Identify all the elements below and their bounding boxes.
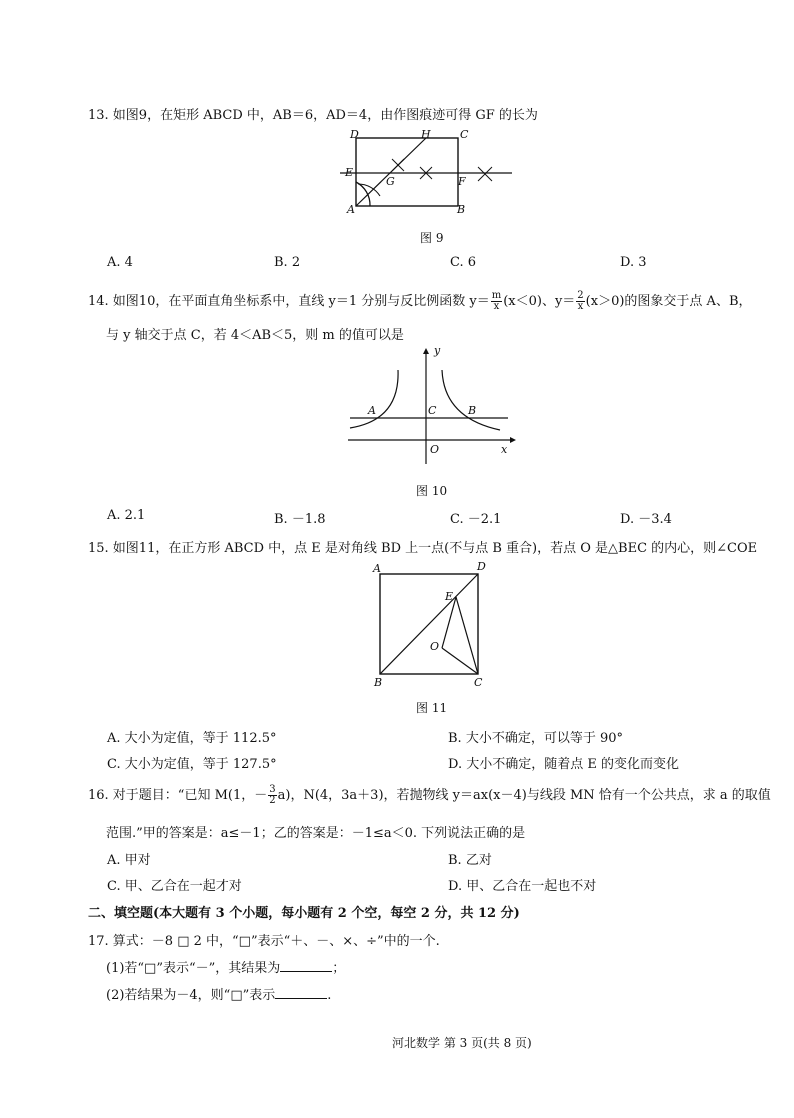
q15-option-c: C. 大小为定值，等于 127.5° <box>107 757 277 772</box>
q14-option-a: A. 2.1 <box>107 508 146 523</box>
fig10-caption: 图 10 <box>416 484 448 498</box>
q17-sub1-text: (1)若“□”表示“－”，其结果为 <box>106 961 281 976</box>
figure-9 <box>340 126 520 226</box>
q16-option-b: B. 乙对 <box>448 853 492 868</box>
q15-option-b: B. 大小不确定，可以等于 90° <box>448 731 623 746</box>
q16-stem-line2: 范围.”甲的答案是：a≤－1；乙的答案是：－1≤a＜0. 下列说法正确的是 <box>106 826 526 841</box>
fig10-label-a: A <box>368 404 376 417</box>
fig10-label-y: y <box>434 344 441 357</box>
fig10-label-x: x <box>501 443 508 456</box>
fig11-label-c: C <box>474 676 483 689</box>
q16-text-part2: a)，N(4，3a＋3)，若抛物线 y＝ax(x－4)与线段 MN 恰有一个公共点，求 a 的取值 <box>277 788 771 803</box>
fig11-label-a: A <box>373 562 381 575</box>
q16-option-d: D. 甲、乙合在一起也不对 <box>448 879 597 894</box>
q14-option-b: B. －1.8 <box>274 512 326 527</box>
q15-stem: 15. 如图11，在正方形 ABCD 中，点 E 是对角线 BD 上一点(不与点 B 重合)，若点 O 是△BEC 的内心，则∠COE <box>88 541 758 556</box>
q14-stem-line1 <box>88 290 752 312</box>
q14-fraction-2-over-x <box>576 291 584 312</box>
q13-option-c: C. 6 <box>450 255 477 270</box>
q14-text-part2: (x＜0)、y＝ <box>503 294 576 309</box>
fig9-label-g: G <box>386 175 395 188</box>
q16-fraction-3-over-2 <box>268 785 276 806</box>
q14-frac1-den: x <box>493 301 500 312</box>
q16-frac-num: 3 <box>269 784 276 795</box>
fig9-label-a: A <box>347 203 355 216</box>
q13-option-b: B. 2 <box>274 255 301 270</box>
fig9-label-h: H <box>421 128 431 141</box>
q17-sub1 <box>106 957 345 976</box>
fig9-caption: 图 9 <box>420 231 444 245</box>
fig9-label-e: E <box>345 166 354 179</box>
fig11-label-e: E <box>445 590 454 603</box>
fig11-label-o: O <box>430 640 440 653</box>
fig10-label-b: B <box>468 404 477 417</box>
q16-option-c: C. 甲、乙合在一起才对 <box>107 879 242 894</box>
q13-stem: 13. 如图9，在矩形 ABCD 中，AB＝6，AD＝4，由作图痕迹可得 GF 的长为 <box>88 108 538 123</box>
q15-option-a: A. 大小为定值，等于 112.5° <box>107 731 277 746</box>
fig9-label-d: D <box>350 128 359 141</box>
q16-option-a: A. 甲对 <box>107 853 151 868</box>
q14-fraction-m-over-x <box>491 291 502 312</box>
page-footer: 河北数学 第 3 页(共 8 页) <box>392 1036 532 1050</box>
fig11-caption: 图 11 <box>416 701 448 715</box>
q14-frac2-den: x <box>577 301 584 312</box>
q13-option-d: D. 3 <box>620 255 647 270</box>
figure-11 <box>380 564 480 676</box>
q15-option-d: D. 大小不确定，随着点 E 的变化而变化 <box>448 757 679 772</box>
fig10-label-o: O <box>430 443 440 456</box>
q13-option-a: A. 4 <box>107 255 133 270</box>
q14-stem-line2: 与 y 轴交于点 C，若 4＜AB＜5，则 m 的值可以是 <box>106 328 404 343</box>
q14-option-d: D. －3.4 <box>620 512 672 527</box>
fig11-label-d: D <box>477 560 486 573</box>
q17-sub2-answer-blank[interactable] <box>275 986 327 999</box>
q16-frac-den: 2 <box>269 795 276 806</box>
q17-sub1-answer-blank[interactable] <box>280 959 332 972</box>
fig9-label-f: F <box>458 175 466 188</box>
fig9-label-c: C <box>460 128 469 141</box>
fig9-label-b: B <box>457 203 466 216</box>
q14-text-part3: (x＞0)的图象交于点 A、B， <box>585 294 752 309</box>
q14-frac1-num: m <box>491 290 502 301</box>
q16-text-part1: 16. 对于题目：“已知 M(1，－ <box>88 788 268 803</box>
section-2-title: 二、填空题(本大题有 3 个小题，每小题有 2 个空，每空 2 分，共 12 分) <box>88 906 520 921</box>
q17-stem: 17. 算式：－8 □ 2 中，“□”表示“＋、－、×、÷”中的一个. <box>88 934 440 949</box>
q17-sub2-text: (2)若结果为－4，则“□”表示 <box>106 988 276 1003</box>
q14-option-c: C. －2.1 <box>450 512 502 527</box>
fig11-label-b: B <box>374 676 383 689</box>
fig10-label-c: C <box>428 404 437 417</box>
q14-text-part1: 14. 如图10，在平面直角坐标系中，直线 y＝1 分别与反比例函数 y＝ <box>88 294 490 309</box>
q17-sub2-end: . <box>327 988 332 1003</box>
q14-frac2-num: 2 <box>577 290 584 301</box>
q16-stem-line1 <box>88 784 771 806</box>
q17-sub1-end: ； <box>332 961 346 976</box>
q17-sub2 <box>106 984 331 1003</box>
